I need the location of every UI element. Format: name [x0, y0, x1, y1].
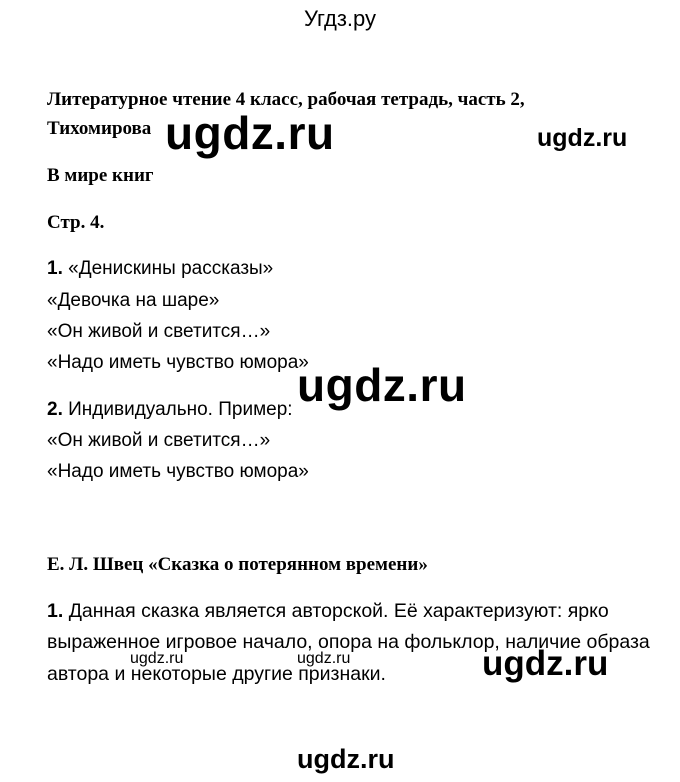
watermark-bottom-right: ugdz.ru: [482, 644, 609, 683]
watermark-footer: ugdz.ru: [297, 744, 395, 774]
question-2-line: [47, 399, 293, 421]
section-heading-story: Е. Л. Швец «Сказка о потерянном времени»: [47, 554, 428, 575]
question-1-answer-3: «Он живой и светится…»: [47, 321, 271, 342]
question-1-answer-4: «Надо иметь чувство юмора»: [47, 352, 309, 373]
watermark-top-right: ugdz.ru: [537, 124, 628, 152]
document-title-line2: Тихомирова: [47, 118, 152, 139]
watermark-top-large: ugdz.ru: [165, 107, 335, 159]
page-reference: Стр. 4.: [47, 212, 105, 233]
site-title: Угдз.ру: [303, 6, 377, 31]
question-1-answer-2: «Девочка на шаре»: [47, 290, 220, 311]
question-2-answer-1: «Он живой и светится…»: [47, 430, 271, 451]
question-2-number: 2.: [47, 399, 63, 420]
answer-1-line-1: [47, 600, 609, 623]
answer-1-number: 1.: [47, 600, 64, 622]
answer-1-text-1: Данная сказка является авторской. Её характеризуют: ярко: [68, 600, 609, 622]
question-2-intro: Индивидуально. Пример:: [68, 399, 293, 420]
answer-1-line-3: автора и некоторые другие признаки.: [47, 663, 386, 685]
question-1-line: [47, 258, 273, 280]
document-title-line1: Литературное чтение 4 класс, рабочая тетрадь, часть 2,: [47, 89, 525, 110]
question-1-answer-1: «Денискины рассказы»: [68, 258, 274, 279]
question-1-number: 1.: [47, 258, 63, 279]
watermark-small-left: ugdz.ru: [130, 650, 184, 667]
watermark-small-center: ugdz.ru: [297, 650, 351, 667]
watermark-middle-large: ugdz.ru: [297, 359, 467, 411]
answer-1-line-2: выраженное игровое начало, опора на фольклор, наличие образа: [47, 631, 650, 653]
question-2-answer-2: «Надо иметь чувство юмора»: [47, 461, 309, 482]
section-heading-books: В мире книг: [47, 165, 154, 186]
